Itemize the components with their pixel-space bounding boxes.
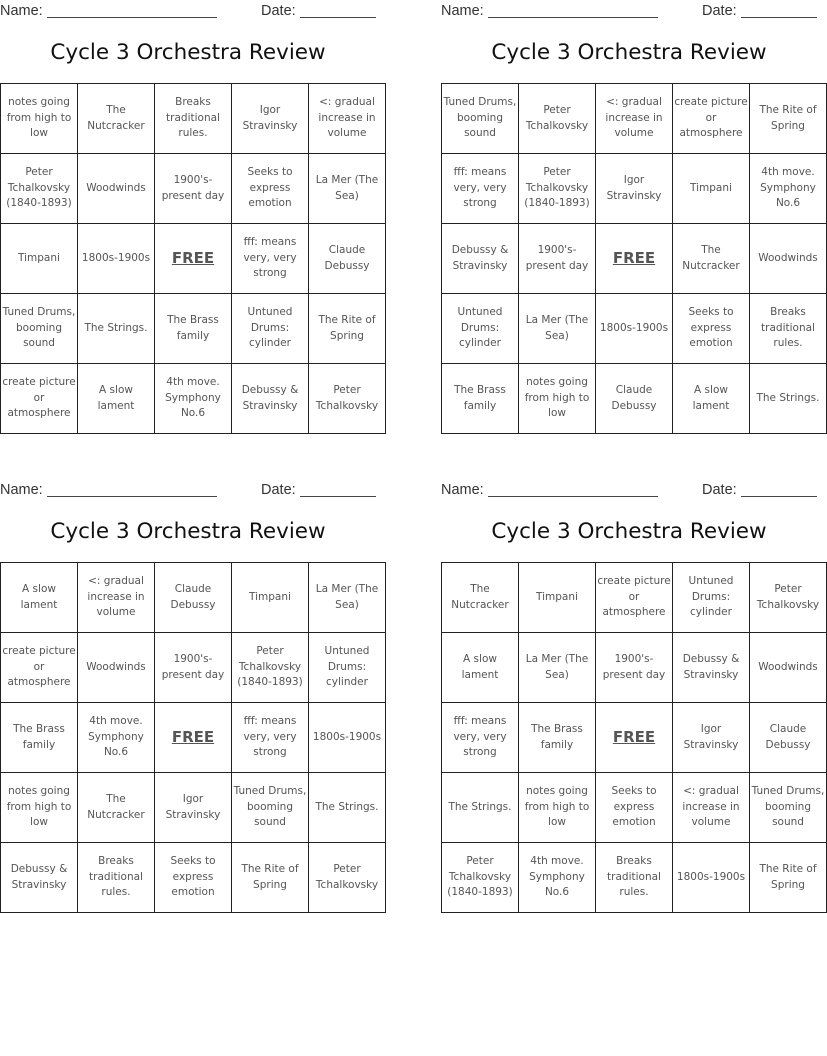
grid-row: [442, 773, 827, 843]
grid-cell: fff: means very, very strong: [442, 154, 519, 224]
bingo-grid: [0, 562, 386, 913]
bingo-grid: [441, 83, 827, 434]
grid-row: [1, 773, 386, 843]
grid-cell: The Rite of Spring: [750, 84, 827, 154]
card-title: Cycle 3 Orchestra Review: [50, 40, 326, 65]
grid-cell: Breaks traditional rules.: [750, 294, 827, 364]
grid-cell: Timpani: [232, 563, 309, 633]
name-label: Name:: [441, 482, 484, 498]
grid-cell: fff: means very, very strong: [442, 703, 519, 773]
name-line: [488, 2, 658, 18]
grid-cell: 1900's-present day: [155, 154, 232, 224]
grid-cell: Timpani: [673, 154, 750, 224]
grid-row: [1, 843, 386, 913]
grid-cell: The Brass family: [155, 294, 232, 364]
grid-cell: The Nutcracker: [78, 773, 155, 843]
grid-cell: The Strings.: [750, 364, 827, 434]
grid-row: [1, 703, 386, 773]
grid-cell: 1900's-present day: [155, 633, 232, 703]
grid-cell: 4th move. Symphony No.6: [750, 154, 827, 224]
grid-cell: Peter Tchalkovsky (1840-1893): [442, 843, 519, 913]
grid-cell: <: gradual increase in volume: [78, 563, 155, 633]
grid-cell: 1800s-1900s: [78, 224, 155, 294]
grid-cell: Igor Stravinsky: [673, 703, 750, 773]
grid-cell: fff: means very, very strong: [232, 224, 309, 294]
grid-cell: fff: means very, very strong: [232, 703, 309, 773]
card-title: Cycle 3 Orchestra Review: [50, 519, 326, 544]
grid-cell: create picture or atmosphere: [1, 364, 78, 434]
grid-row: [1, 563, 386, 633]
bingo-grid: [441, 562, 827, 913]
grid-cell: Igor Stravinsky: [596, 154, 673, 224]
grid-cell: Tuned Drums, booming sound: [232, 773, 309, 843]
grid-cell: 1900's-present day: [596, 633, 673, 703]
grid-cell: Igor Stravinsky: [155, 773, 232, 843]
grid-cell: The Strings.: [442, 773, 519, 843]
grid-cell: Seeks to express emotion: [155, 843, 232, 913]
grid-cell: create picture or atmosphere: [1, 633, 78, 703]
grid-cell: create picture or atmosphere: [673, 84, 750, 154]
date-line: [300, 2, 376, 18]
free-space-cell: FREE: [596, 703, 673, 773]
name-date-row: [441, 481, 817, 499]
grid-cell: notes going from high to low: [519, 773, 596, 843]
grid-cell: 4th move. Symphony No.6: [519, 843, 596, 913]
free-space-cell: FREE: [155, 224, 232, 294]
date-line: [741, 481, 817, 497]
date-label: Date:: [261, 482, 296, 498]
grid-cell: A slow lament: [1, 563, 78, 633]
grid-row: [442, 843, 827, 913]
grid-cell: The Nutcracker: [442, 563, 519, 633]
grid-cell: Claude Debussy: [596, 364, 673, 434]
grid-cell: La Mer (The Sea): [309, 154, 386, 224]
grid-cell: Debussy & Stravinsky: [232, 364, 309, 434]
grid-cell: Igor Stravinsky: [232, 84, 309, 154]
grid-cell: create picture or atmosphere: [596, 563, 673, 633]
name-date-row: [0, 2, 376, 20]
grid-cell: The Strings.: [309, 773, 386, 843]
grid-row: [1, 84, 386, 154]
grid-cell: 4th move. Symphony No.6: [155, 364, 232, 434]
grid-cell: notes going from high to low: [519, 364, 596, 434]
grid-cell: 1800s-1900s: [596, 294, 673, 364]
grid-cell: Debussy & Stravinsky: [442, 224, 519, 294]
grid-cell: The Brass family: [1, 703, 78, 773]
grid-cell: Woodwinds: [78, 633, 155, 703]
card-title: Cycle 3 Orchestra Review: [491, 519, 767, 544]
grid-cell: Peter Tchalkovsky (1840-1893): [232, 633, 309, 703]
name-label: Name:: [441, 3, 484, 19]
grid-cell: Peter Tchalkovsky: [309, 843, 386, 913]
grid-cell: 1800s-1900s: [673, 843, 750, 913]
grid-cell: La Mer (The Sea): [309, 563, 386, 633]
grid-cell: Seeks to express emotion: [596, 773, 673, 843]
free-space-cell: FREE: [596, 224, 673, 294]
grid-cell: A slow lament: [442, 633, 519, 703]
grid-cell: Timpani: [519, 563, 596, 633]
grid-cell: notes going from high to low: [1, 84, 78, 154]
grid-cell: Woodwinds: [750, 224, 827, 294]
name-date-row: [0, 481, 376, 499]
grid-cell: 1900's-present day: [519, 224, 596, 294]
grid-cell: Tuned Drums, booming sound: [1, 294, 78, 364]
grid-cell: Peter Tchalkovsky: [750, 563, 827, 633]
grid-cell: The Rite of Spring: [232, 843, 309, 913]
name-label: Name:: [0, 482, 43, 498]
grid-cell: The Rite of Spring: [750, 843, 827, 913]
grid-cell: 4th move. Symphony No.6: [78, 703, 155, 773]
name-line: [488, 481, 658, 497]
grid-cell: <: gradual increase in volume: [673, 773, 750, 843]
grid-cell: Peter Tchalkovsky: [309, 364, 386, 434]
grid-cell: The Nutcracker: [673, 224, 750, 294]
grid-row: [1, 294, 386, 364]
name-date-row: [441, 2, 817, 20]
grid-cell: The Nutcracker: [78, 84, 155, 154]
grid-cell: Tuned Drums, booming sound: [750, 773, 827, 843]
grid-row: [1, 154, 386, 224]
grid-row: [442, 563, 827, 633]
grid-cell: Debussy & Stravinsky: [1, 843, 78, 913]
grid-cell: Timpani: [1, 224, 78, 294]
grid-cell: <: gradual increase in volume: [596, 84, 673, 154]
bingo-card-2: [441, 0, 820, 440]
grid-cell: <: gradual increase in volume: [309, 84, 386, 154]
grid-cell: 1800s-1900s: [309, 703, 386, 773]
grid-cell: Untuned Drums: cylinder: [232, 294, 309, 364]
grid-cell: La Mer (The Sea): [519, 294, 596, 364]
grid-cell: The Brass family: [442, 364, 519, 434]
grid-cell: notes going from high to low: [1, 773, 78, 843]
name-line: [47, 2, 217, 18]
grid-cell: Peter Tchalkovsky: [519, 84, 596, 154]
bingo-grid: [0, 83, 386, 434]
grid-row: [442, 703, 827, 773]
grid-cell: Claude Debussy: [155, 563, 232, 633]
name-label: Name:: [0, 3, 43, 19]
grid-cell: The Brass family: [519, 703, 596, 773]
date-label: Date:: [261, 3, 296, 19]
grid-cell: Debussy & Stravinsky: [673, 633, 750, 703]
bingo-card-4: [441, 479, 825, 919]
grid-cell: Breaks traditional rules.: [155, 84, 232, 154]
date-line: [741, 2, 817, 18]
grid-cell: A slow lament: [673, 364, 750, 434]
grid-cell: Untuned Drums: cylinder: [442, 294, 519, 364]
grid-cell: Untuned Drums: cylinder: [309, 633, 386, 703]
grid-cell: Woodwinds: [750, 633, 827, 703]
free-space-cell: FREE: [155, 703, 232, 773]
grid-row: [442, 633, 827, 703]
bingo-card-3: [0, 479, 382, 919]
date-line: [300, 481, 376, 497]
grid-cell: Seeks to express emotion: [673, 294, 750, 364]
grid-row: [442, 154, 827, 224]
grid-cell: Untuned Drums: cylinder: [673, 563, 750, 633]
grid-cell: Claude Debussy: [750, 703, 827, 773]
grid-cell: The Rite of Spring: [309, 294, 386, 364]
date-label: Date:: [702, 3, 737, 19]
grid-cell: Breaks traditional rules.: [596, 843, 673, 913]
grid-row: [442, 224, 827, 294]
date-label: Date:: [702, 482, 737, 498]
grid-row: [442, 364, 827, 434]
grid-cell: Woodwinds: [78, 154, 155, 224]
bingo-card-1: [0, 0, 379, 440]
grid-cell: Tuned Drums, booming sound: [442, 84, 519, 154]
grid-cell: Peter Tchalkovsky (1840-1893): [1, 154, 78, 224]
grid-cell: Breaks traditional rules.: [78, 843, 155, 913]
grid-cell: Peter Tchalkovsky (1840-1893): [519, 154, 596, 224]
grid-cell: Claude Debussy: [309, 224, 386, 294]
grid-row: [1, 224, 386, 294]
grid-row: [442, 84, 827, 154]
name-line: [47, 481, 217, 497]
card-title: Cycle 3 Orchestra Review: [491, 40, 767, 65]
grid-cell: Seeks to express emotion: [232, 154, 309, 224]
grid-cell: A slow lament: [78, 364, 155, 434]
grid-cell: La Mer (The Sea): [519, 633, 596, 703]
grid-row: [442, 294, 827, 364]
grid-row: [1, 633, 386, 703]
grid-cell: The Strings.: [78, 294, 155, 364]
grid-row: [1, 364, 386, 434]
